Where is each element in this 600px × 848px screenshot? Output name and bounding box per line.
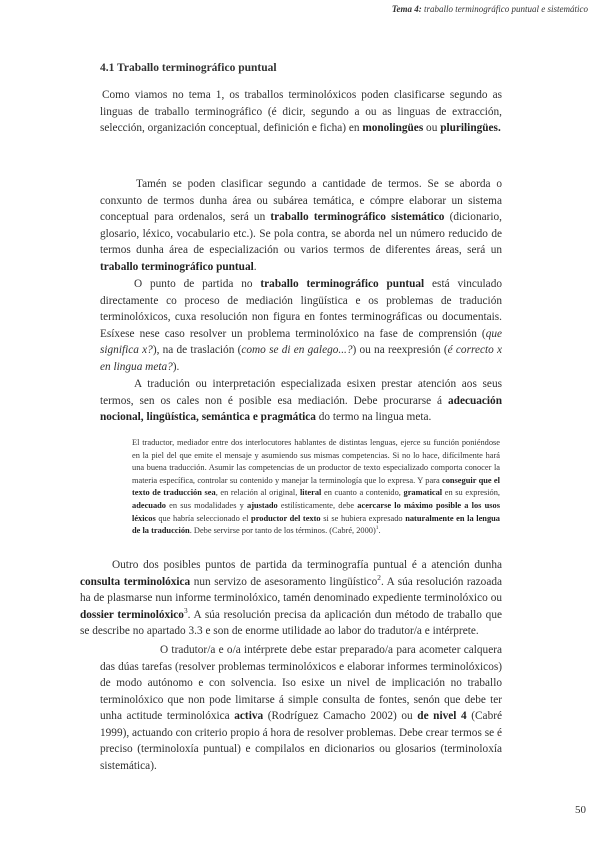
text: (Cabré 1999), actuando con criterio propio á hora de resolver problemas. Debe crear termos se é preciso (terminoloxía puntual) e compilalos en dicionarios ou glosarios (terminoloxía sistemática).	[100, 710, 502, 772]
section-title: 4.1 Traballo terminográfico puntual	[100, 62, 277, 74]
block-quote-cabre	[132, 437, 500, 538]
bold-term: literal	[299, 488, 322, 498]
text: en cuanto a contenido,	[321, 488, 404, 498]
text: A tradución ou interpretación especializada esixen prestar atención aos seus termos, sen os cales non é posible esa mediación. Debe procurarse á	[100, 378, 502, 407]
italic-question: é correcto x en lingua meta?	[100, 344, 503, 373]
text: si se hubiera expresado	[320, 513, 406, 523]
bold-term: monolingües	[362, 122, 424, 134]
text: ou	[423, 122, 441, 134]
bold-term: ajustado	[247, 500, 278, 510]
text: (dicionario, glosario, léxico, vocabulario etc.). Se pola contra, se aborda nel un número reducido de termos dunha área de especialización ou varios termos de diferentes áreas, será un	[100, 211, 502, 256]
footnote-ref: 2	[377, 572, 381, 582]
text: (Rodríguez Camacho 2002) ou	[263, 710, 418, 722]
text: . A súa resolución razoada ha de plasmarse nun informe terminolóxico, tamén denominado expediente terminolóxico ou	[80, 575, 503, 604]
text: , en relación al original,	[215, 488, 300, 498]
paragraph-translator-role	[100, 642, 502, 774]
bold-term: plurilingües.	[440, 122, 501, 134]
bold-term: adecuado	[132, 500, 166, 510]
text: O tradutor/a e o/a intérprete debe estar preparado/a para acometer calquera das dúas tarefas (resolver problemas terminolóxicos e elaborar informes terminolóxicos) de modo autónomo e con solvencia. Iso esixe un nivel de implicación no traballo terminolóxico que non pode limitarse á simple consulta de fontes, senón que debe ter unha actitude terminolóxica	[100, 644, 502, 722]
header-text: traballo terminográfico puntual e sistemático	[424, 4, 588, 14]
text: Como viamos no tema 1, os traballos terminolóxicos poden clasificarse segundo as linguas de traballo terminográfico (é dicir, segundo a ou as linguas de extracción, selección, organización conceptual, definición e ficha) en	[100, 89, 502, 134]
text: ), na de traslación (	[152, 344, 242, 356]
bold-term: dossier terminolóxico	[80, 608, 184, 621]
footnote-ref: 1	[375, 525, 379, 532]
text: . Debe servirse por tanto de los términos. (Cabré, 2000)	[189, 526, 376, 536]
text: que habría seleccionado el	[155, 513, 252, 523]
bold-term: traballo terminográfico puntual	[100, 260, 254, 273]
paragraph-classification-languages	[100, 87, 502, 137]
text: O punto de partida no	[134, 278, 261, 290]
bold-term: consulta terminolóxica	[80, 575, 191, 588]
text: en su expresión,	[442, 488, 501, 498]
text: El traductor, mediador entre dos interlocutores hablantes de distintas lenguas, ejerce su función poniéndose en la piel del que emite el mensaje y asumiendo sus mismas competencias. Si no lo hace, difícilmente hará una buena traducción. Asumir las competencias de un productor de texto especializado comporta conocer la materia específica, controlar su contenido y manejar la terminología que lo expresa. Y para	[132, 438, 500, 485]
bold-term: activa	[234, 710, 264, 722]
bold-term: naturalmente en la lengua de la traducción	[132, 513, 500, 536]
bold-term: traballo terminográfico puntual	[260, 278, 425, 290]
text: está vinculado directamente co proceso de mediación lingüística e os problemas de tradución terminolóxicos, cuxa resolución non figura en fontes terminográficas ou documentais. Esíxese nese caso resolver un problema terminolóxico na fase de comprensión (	[100, 278, 502, 340]
text: do termo na lingua meta.	[315, 411, 432, 423]
bold-term: adecuación nocional, lingüística, semántica e pragmática	[100, 394, 502, 423]
text: . A súa resolución precisa da aplicación dun método de traballo que se describe no apartado 3.3 e son de enorme utilidade ao labor do tradutor/a e intérprete.	[80, 608, 502, 637]
text: estilísticamente, debe	[277, 500, 358, 510]
text: ) ou na reexpresión (	[352, 344, 448, 356]
bold-term: gramatical	[403, 488, 443, 498]
paragraph-classification-quantity	[100, 176, 502, 275]
bold-term: acercarse lo máximo posible a los usos léxicos	[132, 500, 500, 523]
italic-question: como se di en galego...?	[241, 344, 353, 356]
italic-question: que significa x?	[100, 327, 502, 356]
paragraph-specialized-translation	[100, 376, 502, 426]
footnote-ref: 3	[183, 605, 188, 615]
text: .	[378, 526, 381, 536]
text: .	[253, 260, 257, 273]
bold-term: traballo terminográfico sistemático	[270, 211, 445, 223]
paragraph-starting-point	[100, 276, 502, 375]
running-header	[392, 4, 588, 14]
page-number: 50	[575, 804, 586, 816]
text: ).	[172, 360, 180, 373]
text: nun servizo de asesoramento lingüístico	[190, 575, 378, 588]
text: Outro dos posibles puntos de partida da terminografía puntual é a atención dunha	[112, 559, 502, 571]
bold-term: de nivel 4	[417, 710, 467, 722]
text: en sus modalidades y	[165, 500, 248, 510]
header-label: Tema 4:	[391, 4, 422, 14]
text: Tamén se poden clasificar segundo a cantidade de termos. Se se aborda o conxunto de termos dunha área ou subárea temática, e cómpre elaborar un sistema conceptual para ordenalos, será un	[100, 178, 502, 223]
paragraph-terminology-query	[80, 557, 502, 640]
bold-term: conseguir que el texto de traducción sea	[132, 475, 500, 498]
bold-term: productor del texto	[251, 513, 321, 523]
